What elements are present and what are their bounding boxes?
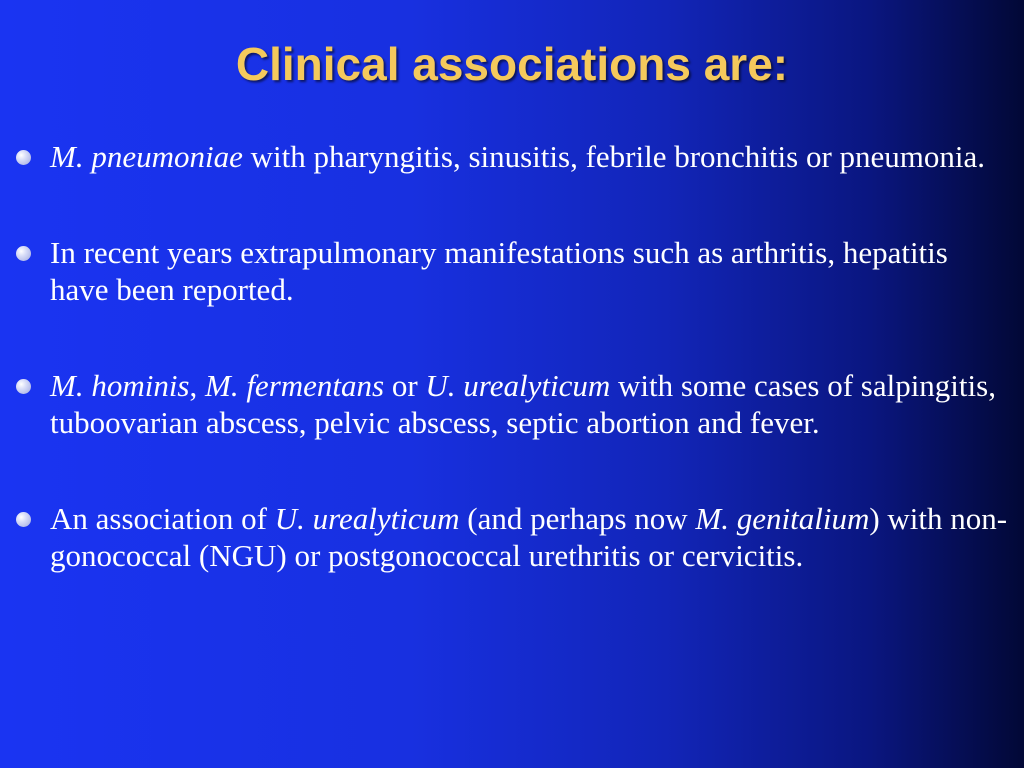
bullet-text: ) with non-gonococcal (NGU) or postgonococcal urethritis or cervicitis. xyxy=(50,501,1008,573)
slide-title: Clinical associations are: xyxy=(235,38,789,90)
bullet-text: (and perhaps now xyxy=(459,501,696,536)
organism-name: M. genitalium xyxy=(695,501,870,536)
bullet-dot-icon xyxy=(16,379,31,394)
bullet-text: An association of xyxy=(50,501,275,536)
bullet-list xyxy=(0,138,1024,574)
bullet-dot-icon xyxy=(16,150,31,165)
organism-name: U. urealyticum xyxy=(425,368,611,403)
bullet-text: with some cases of salpingitis, tuboovarian abscess, pelvic abscess, septic abortion and fever. xyxy=(50,368,996,440)
bullet-item xyxy=(0,500,1024,574)
organism-name: M. fermentans xyxy=(205,368,385,403)
bullet-item xyxy=(0,234,1024,308)
bullet-text: or xyxy=(384,368,426,403)
bullet-text: , xyxy=(189,368,205,403)
bullet-dot-icon xyxy=(16,246,31,261)
bullet-text: In recent years extrapulmonary manifestations such as arthritis, hepatitis have been reported. xyxy=(50,235,948,307)
organism-name: M. hominis xyxy=(50,368,190,403)
bullet-dot-icon xyxy=(16,512,31,527)
organism-name: U. urealyticum xyxy=(274,501,460,536)
bullet-text: with pharyngitis, sinusitis, febrile bronchitis or pneumonia. xyxy=(242,139,986,174)
organism-name: M. pneumoniae xyxy=(50,139,243,174)
bullet-item xyxy=(0,138,1024,175)
bullet-item xyxy=(0,367,1024,441)
